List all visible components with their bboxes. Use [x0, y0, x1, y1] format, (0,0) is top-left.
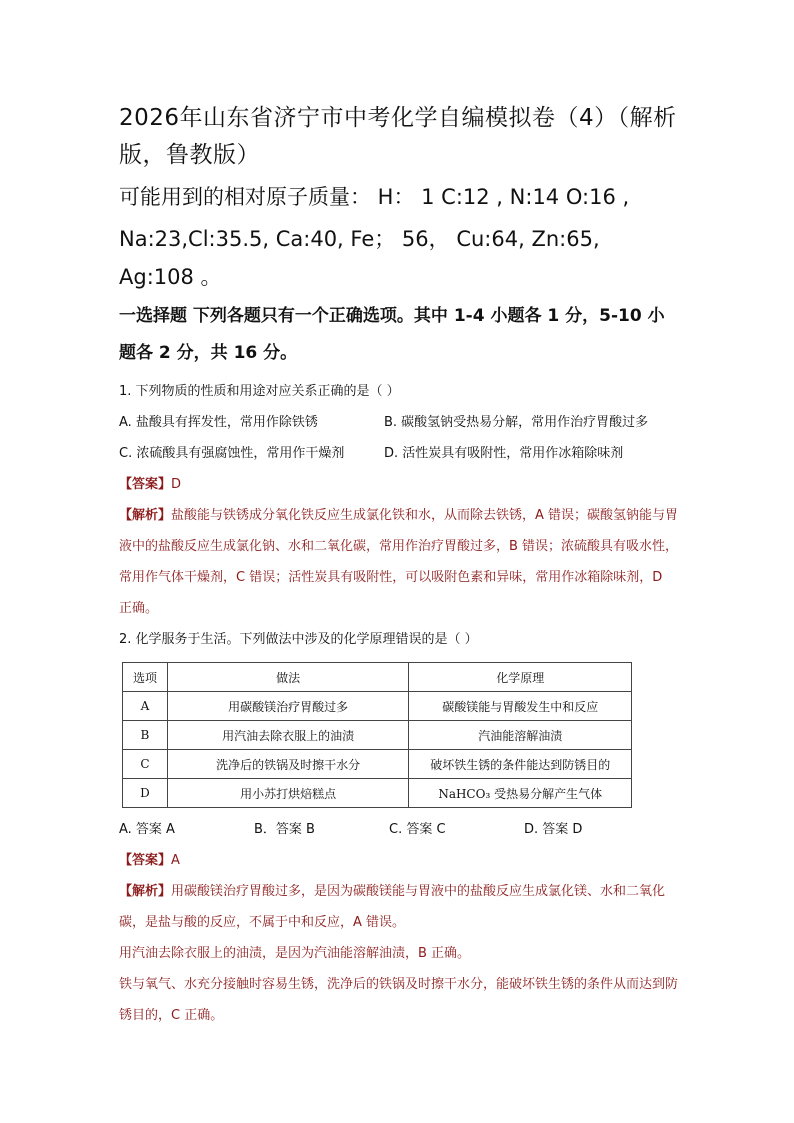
- document-page: [119, 100, 679, 1031]
- question-2-option-a: A. 答案 A: [119, 822, 175, 837]
- question-1-option-b: B. 碳酸氢钠受热易分解，常用作治疗胃酸过多: [384, 415, 649, 430]
- question-2-option-c: C. 答案 C: [389, 822, 446, 837]
- table-cell: D: [123, 779, 168, 808]
- question-2-explanation-line: 铁与氧气、水充分接触时容易生锈，洗净后的铁锅及时擦干水分，能破坏铁生锈的条件从而达到防锈目的，C 正确。: [119, 977, 679, 1023]
- question-2: [119, 624, 679, 1031]
- table-cell: C: [123, 750, 168, 779]
- table-cell: 用碳酸镁治疗胃酸过多: [167, 692, 408, 721]
- answer-tag: 【答案】: [119, 477, 172, 492]
- section-header: 一选择题 下列各题只有一个正确选项。其中 1-4 小题各 1 分，5-10 小题各 2 分，共 16 分。: [119, 306, 665, 363]
- question-2-answer: [119, 845, 679, 876]
- question-2-options: [119, 814, 679, 845]
- table-cell: 破坏铁生锈的条件能达到防锈目的: [409, 750, 632, 779]
- explanation-line: 用碳酸镁治疗胃酸过多，是因为碳酸镁能与胃液中的盐酸反应生成氯化镁、水和二氧化碳，是盐与酸的反应，不属于中和反应，A 错误。: [119, 884, 666, 930]
- table-cell: A: [123, 692, 168, 721]
- question-1: [119, 376, 679, 624]
- question-2-explanation: [119, 876, 679, 938]
- question-1-option-a: A. 盐酸具有挥发性，常用作除铁锈: [119, 415, 318, 430]
- explanation-tag: 【解析】: [119, 884, 172, 899]
- question-2-explanation-line: 用汽油去除衣服上的油渍，是因为汽油能溶解油渍，B 正确。: [119, 946, 471, 961]
- atomic-mass-line-1: 可能用到的相对原子质量： H： 1 C:12 , N:14 O:16 ,: [119, 185, 630, 209]
- question-1-option-c: C. 浓硫酸具有强腐蚀性，常用作干燥剂: [119, 446, 345, 461]
- question-1-option-d: D. 活性炭具有吸附性，常用作冰箱除味剂: [384, 446, 624, 461]
- question-1-explanation: [119, 500, 679, 624]
- explanation-text: 盐酸能与铁锈成分氧化铁反应生成氯化铁和水，从而除去铁锈，A 错误；碳酸氢钠能与胃液中的盐酸反应生成氯化钠、水和二氧化碳，常用作治疗胃酸过多，B 错误；浓硫酸具有吸水性，常用作气体干燥剂，C 错误；活性炭具有吸附性，可以吸附色素和异味，常用作冰箱除味剂，D 正确。: [119, 508, 679, 616]
- question-2-stem: 2. 化学服务于生活。下列做法中涉及的化学原理错误的是（ ）: [119, 632, 478, 647]
- question-2-option-b: B．答案 B: [254, 822, 315, 837]
- answer-value: A: [171, 853, 180, 868]
- table-cell: 碳酸镁能与胃酸发生中和反应: [409, 692, 632, 721]
- table-row: [123, 692, 632, 721]
- table-cell: NaHCO₃ 受热易分解产生气体: [409, 779, 632, 808]
- table-header: 做法: [167, 663, 408, 692]
- question-1-answer: [119, 469, 679, 500]
- table-header-row: [123, 663, 632, 692]
- question-1-stem: 1. 下列物质的性质和用途对应关系正确的是（ ）: [119, 384, 400, 399]
- atomic-mass-line-2: Na:23,Cl:35.5, Ca:40, Fe； 56， Cu:64, Zn:65, Ag:108 。: [119, 227, 600, 289]
- explanation-tag: 【解析】: [119, 508, 172, 523]
- document-title: 2026年山东省济宁市中考化学自编模拟卷（4）（解析版，鲁教版）: [119, 105, 677, 168]
- table-cell: 洗净后的铁锅及时擦干水分: [167, 750, 408, 779]
- table-row: [123, 750, 632, 779]
- table-cell: 汽油能溶解油渍: [409, 721, 632, 750]
- answer-tag: 【答案】: [119, 853, 172, 868]
- question-2-table: [122, 662, 632, 808]
- table-cell: 用小苏打烘焙糕点: [167, 779, 408, 808]
- table-row: [123, 779, 632, 808]
- table-row: [123, 721, 632, 750]
- table-header: 化学原理: [409, 663, 632, 692]
- question-1-options: [119, 407, 679, 469]
- table-header: 选项: [123, 663, 168, 692]
- table-cell: 用汽油去除衣服上的油渍: [167, 721, 408, 750]
- question-2-option-d: D. 答案 D: [524, 822, 583, 837]
- answer-value: D: [171, 477, 182, 492]
- table-cell: B: [123, 721, 168, 750]
